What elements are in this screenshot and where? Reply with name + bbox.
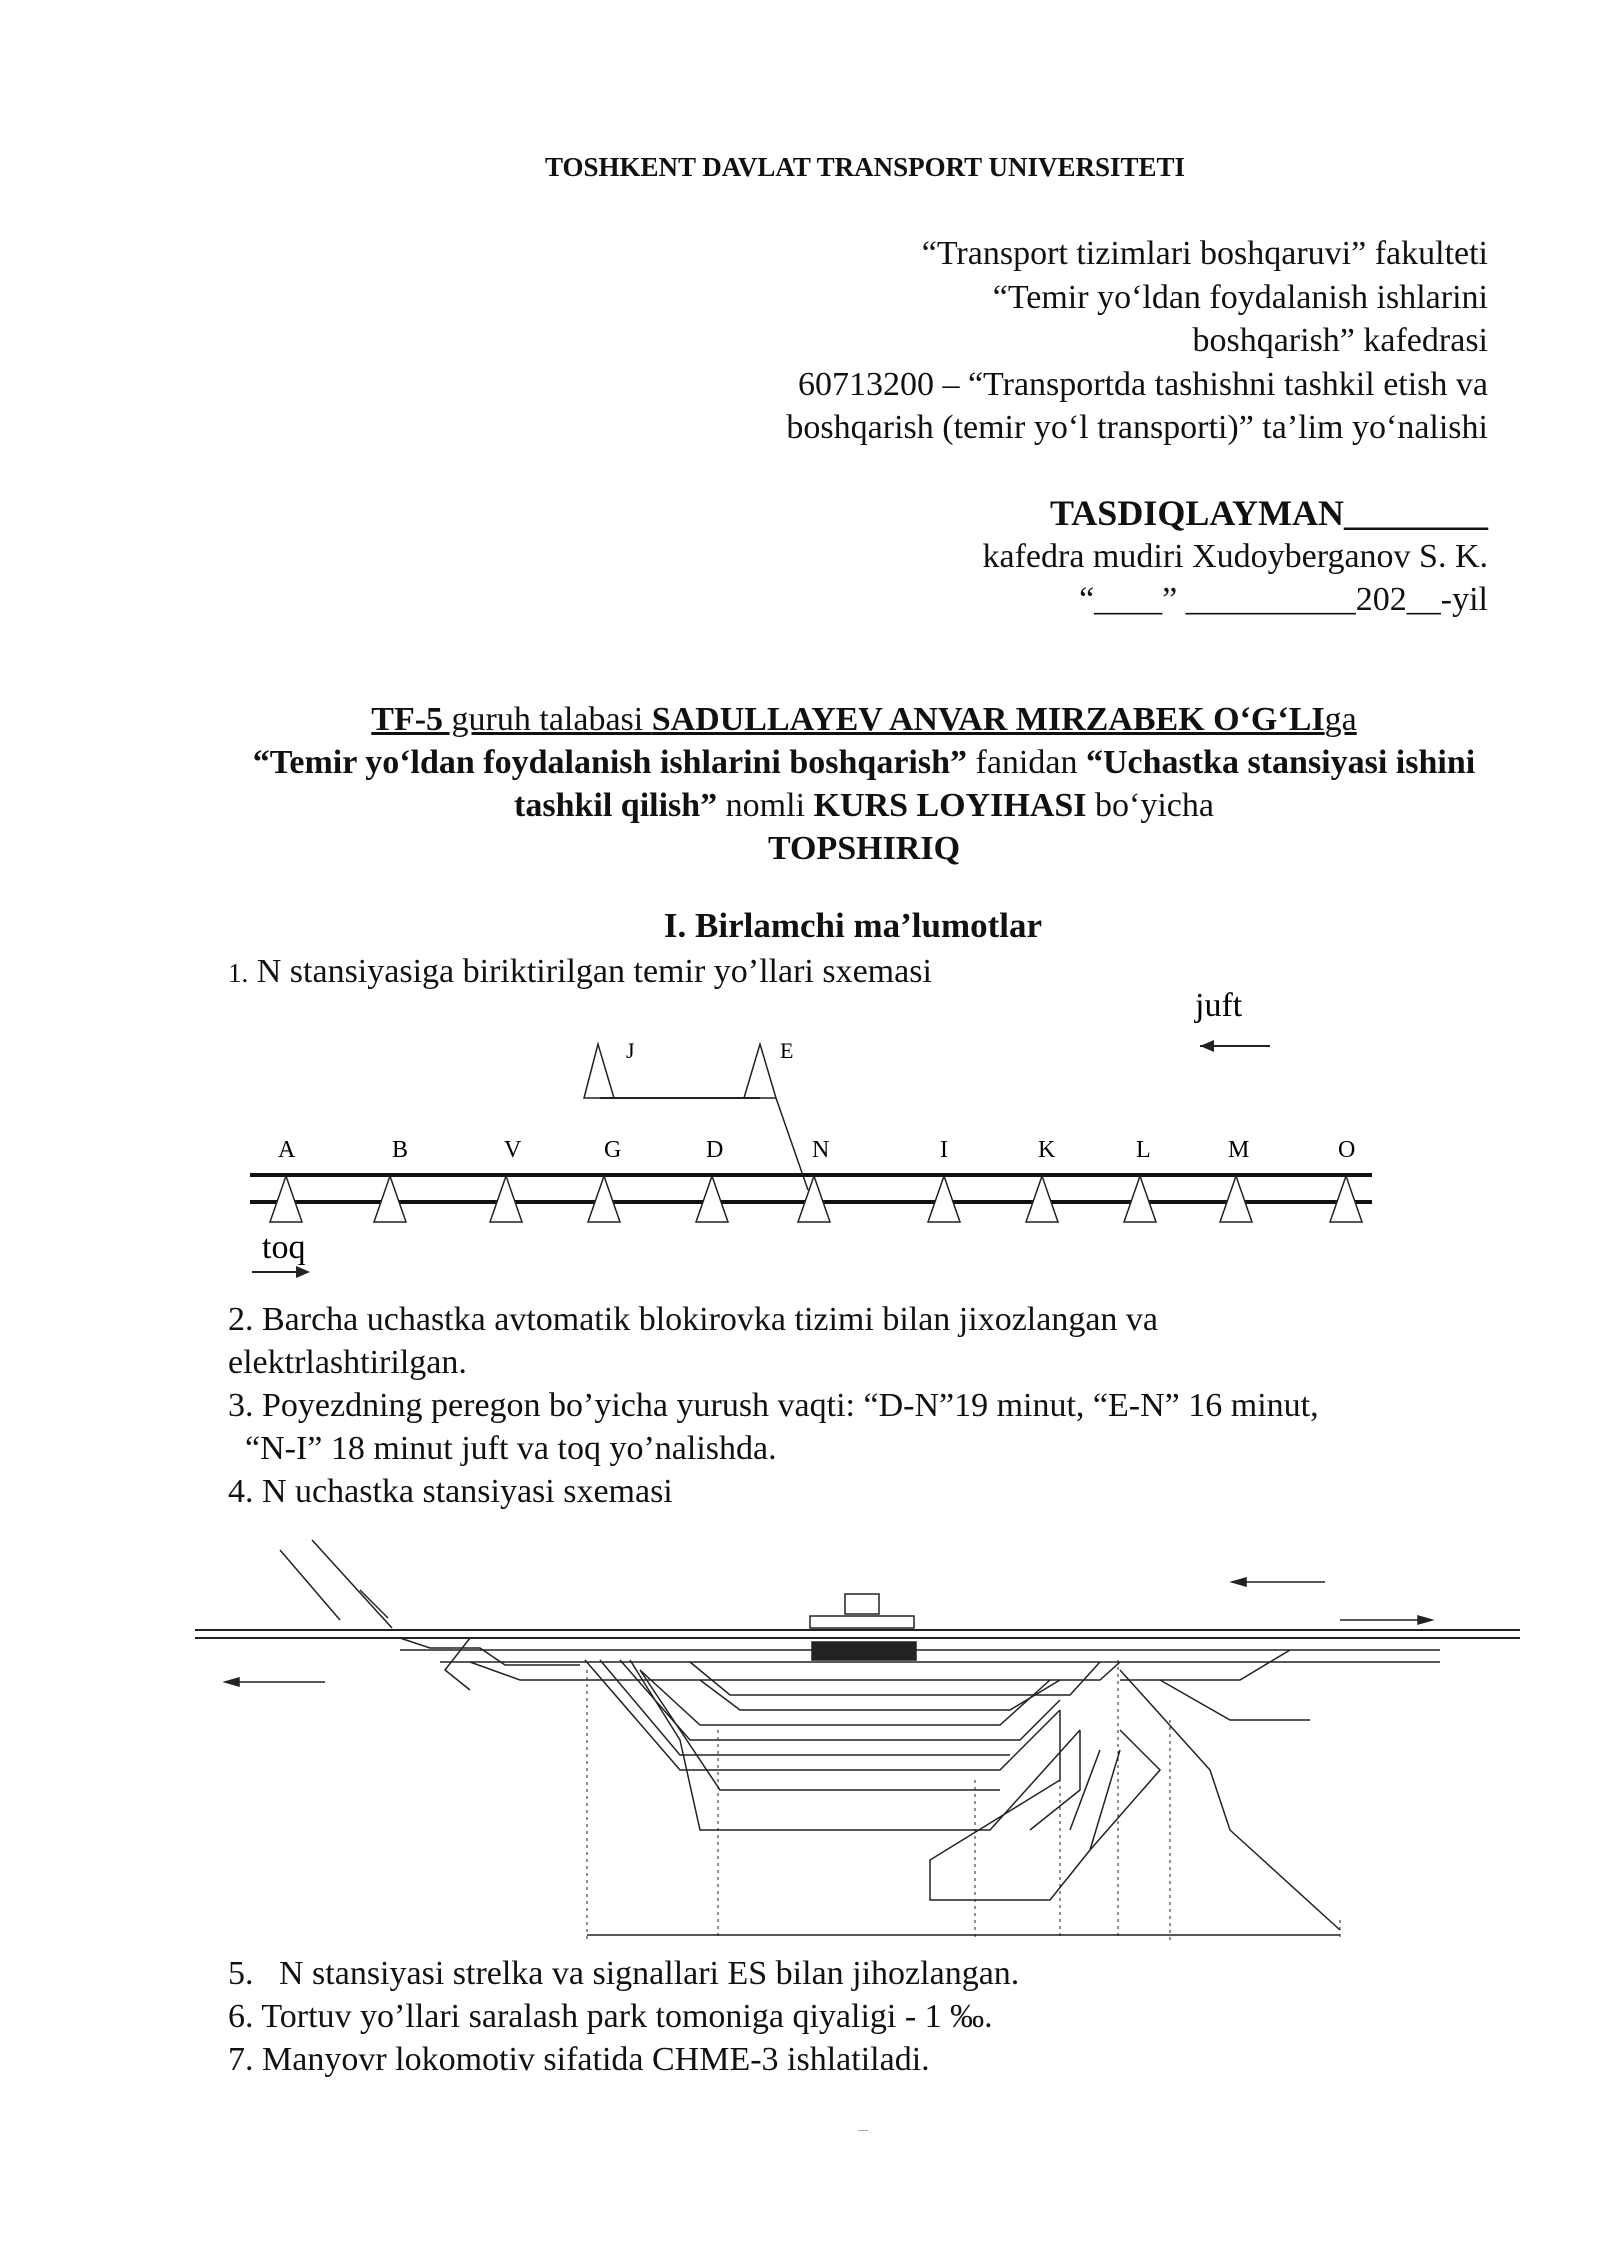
- toq-arrow-head: [296, 1266, 310, 1278]
- platform-block: [812, 1642, 916, 1660]
- subject-name: “Temir yo‘ldan foydalanish ishlarini boshqarish”: [252, 744, 968, 781]
- items-2-4: [228, 1298, 1319, 1513]
- item-3-line-2: “N-I” 18 minut juft va toq yo’nalishda.: [228, 1430, 777, 1467]
- left-track-1: [400, 1638, 580, 1665]
- station-l-marker: [1124, 1176, 1156, 1222]
- track-210: [620, 1660, 1060, 1740]
- station-a-label: A: [278, 1137, 296, 1163]
- station-b: [374, 1137, 408, 1222]
- project-kind: KURS LOYIHASI: [813, 787, 1087, 824]
- station-v: [490, 1137, 522, 1222]
- item-7: 7. Manyovr lokomotiv sifatida CHME-3 ishlatiladi.: [228, 2041, 930, 2078]
- left-track-2: [445, 1638, 470, 1690]
- depot-track: [930, 1710, 1120, 1900]
- platform-top: [810, 1616, 914, 1628]
- station-v-label: V: [504, 1137, 522, 1163]
- station-n: [798, 1137, 830, 1222]
- diagonal-1: [1070, 1750, 1100, 1830]
- station-m-label: M: [1228, 1137, 1250, 1163]
- dimension-lines: [587, 1660, 1340, 1940]
- yard-bottom: [630, 1660, 1080, 1830]
- station-i: [928, 1137, 960, 1222]
- group-suffix: guruh talabasi: [443, 701, 652, 738]
- arrow-right-head: [1418, 1616, 1432, 1624]
- toq-label: toq: [262, 1229, 306, 1266]
- station-track-scheme: [0, 1530, 1600, 1940]
- item-6: 6. Tortuv yo’llari saralash park tomoniga qiyaligi - 1 ‰.: [228, 1998, 993, 2035]
- program-line-1: 60713200 – “Transportda tashishni tashkil etish va: [797, 365, 1488, 403]
- station-g-label: G: [604, 1137, 622, 1163]
- faculty-line: “Transport tizimlari boshqaruvi” fakulteti: [921, 235, 1488, 272]
- department-line-2: boshqarish” kafedrasi: [1192, 322, 1488, 359]
- station-a-marker: [270, 1176, 302, 1222]
- arrow-left-head: [225, 1678, 239, 1686]
- station-k: [1026, 1137, 1058, 1222]
- items-5-7: [228, 1952, 1019, 2081]
- station-g: [588, 1137, 621, 1222]
- task-title: TOPSHIRIQ: [767, 830, 961, 867]
- station-a: [270, 1137, 302, 1222]
- station-j-marker: [584, 1044, 614, 1098]
- station-o-marker: [1330, 1176, 1362, 1222]
- kind-suffix: bo‘yicha: [1086, 787, 1214, 824]
- group-code: TF-5: [371, 701, 444, 738]
- approval-block: [983, 492, 1488, 621]
- item-2-line-1: 2. Barcha uchastka avtomatik blokirovka tizimi bilan jixozlangan va: [228, 1301, 1159, 1338]
- station-d-marker: [696, 1176, 728, 1222]
- station-b-label: B: [392, 1137, 409, 1163]
- station-n-marker: [798, 1176, 830, 1222]
- student-name: SADULLAYEV ANVAR MIRZABEK O‘G‘LI: [651, 701, 1325, 738]
- station-k-marker: [1026, 1176, 1058, 1222]
- item-3-line-1: 3. Poyezdning peregon bo’yicha yurush vaqti: “D-N”19 minut, “E-N” 16 minut,: [228, 1387, 1319, 1424]
- station-l-label: L: [1136, 1137, 1151, 1163]
- item-5: 5. N stansiyasi strelka va signallari ES bilan jihozlangan.: [228, 1955, 1020, 1992]
- exit-line: [1120, 1670, 1340, 1930]
- approval-date: “____” __________202__-yil: [1079, 581, 1488, 618]
- approval-title: TASDIQLAYMAN________: [1049, 493, 1488, 533]
- station-e-label: E: [780, 1038, 794, 1063]
- station-j-label: J: [626, 1038, 635, 1063]
- department-line-1: “Temir yo‘ldan foydalanish ishlarini: [992, 278, 1488, 316]
- diagonal-2: [1090, 1730, 1160, 1850]
- railway-line-scheme: [0, 980, 1600, 1300]
- station-building: [845, 1594, 879, 1614]
- station-v-marker: [490, 1176, 522, 1222]
- station-e-marker: [744, 1044, 776, 1098]
- station-o-label: O: [1338, 1137, 1356, 1163]
- station-m-marker: [1220, 1176, 1252, 1222]
- topic-name: “Uchastka stansiyasi ishini tashkil qilish”: [514, 744, 1476, 824]
- station-m: [1220, 1137, 1252, 1222]
- station-n-label: N: [812, 1137, 830, 1163]
- station-k-label: K: [1038, 1137, 1056, 1163]
- yard-inner: [640, 1670, 1000, 1790]
- faculty-block: [786, 232, 1488, 450]
- yard-top: [585, 1660, 1060, 1770]
- section-title: I. Birlamchi ma’lumotlar: [663, 906, 1043, 945]
- station-i-marker: [928, 1176, 960, 1222]
- item-1-number: 1.: [228, 958, 249, 988]
- item-4: 4. N uchastka stansiyasi sxemasi: [228, 1473, 673, 1510]
- station-d-label: D: [706, 1137, 724, 1163]
- juft-label: juft: [1195, 987, 1243, 1024]
- footer-mark: [858, 2130, 868, 2131]
- juft-arrow-head: [1200, 1040, 1214, 1052]
- entry-arrow-line: [360, 1590, 388, 1618]
- station-g-marker: [588, 1176, 620, 1222]
- subject-suffix: fanidan: [967, 744, 1086, 781]
- entry-line-2: [312, 1540, 392, 1628]
- right-track-1: [1120, 1650, 1290, 1680]
- right-track-2: [1160, 1680, 1310, 1720]
- item-2-line-2: elektrlashtirilgan.: [228, 1344, 467, 1381]
- station-i-label: I: [940, 1137, 948, 1163]
- station-l: [1124, 1137, 1156, 1222]
- topic-suffix: nomli: [717, 787, 814, 824]
- station-o: [1330, 1137, 1362, 1222]
- program-line-2: boshqarish (temir yo‘l transporti)” ta’lim yo‘nalishi: [786, 409, 1488, 446]
- track-195: [640, 1670, 1050, 1725]
- station-b-marker: [374, 1176, 406, 1222]
- approval-head: kafedra mudiri Xudoyberganov S. K.: [982, 538, 1488, 575]
- yard-right: [1030, 1730, 1080, 1830]
- task-heading: [200, 698, 1528, 870]
- item-1-text: N stansiyasiga biriktirilgan temir yo’llari sxemasi: [248, 953, 932, 990]
- arrow-top-right-head: [1232, 1578, 1246, 1586]
- university-title: TOSHKENT DAVLAT TRANSPORT UNIVERSITETI: [544, 152, 1186, 182]
- student-suffix: ga: [1324, 701, 1357, 738]
- station-d: [696, 1137, 728, 1222]
